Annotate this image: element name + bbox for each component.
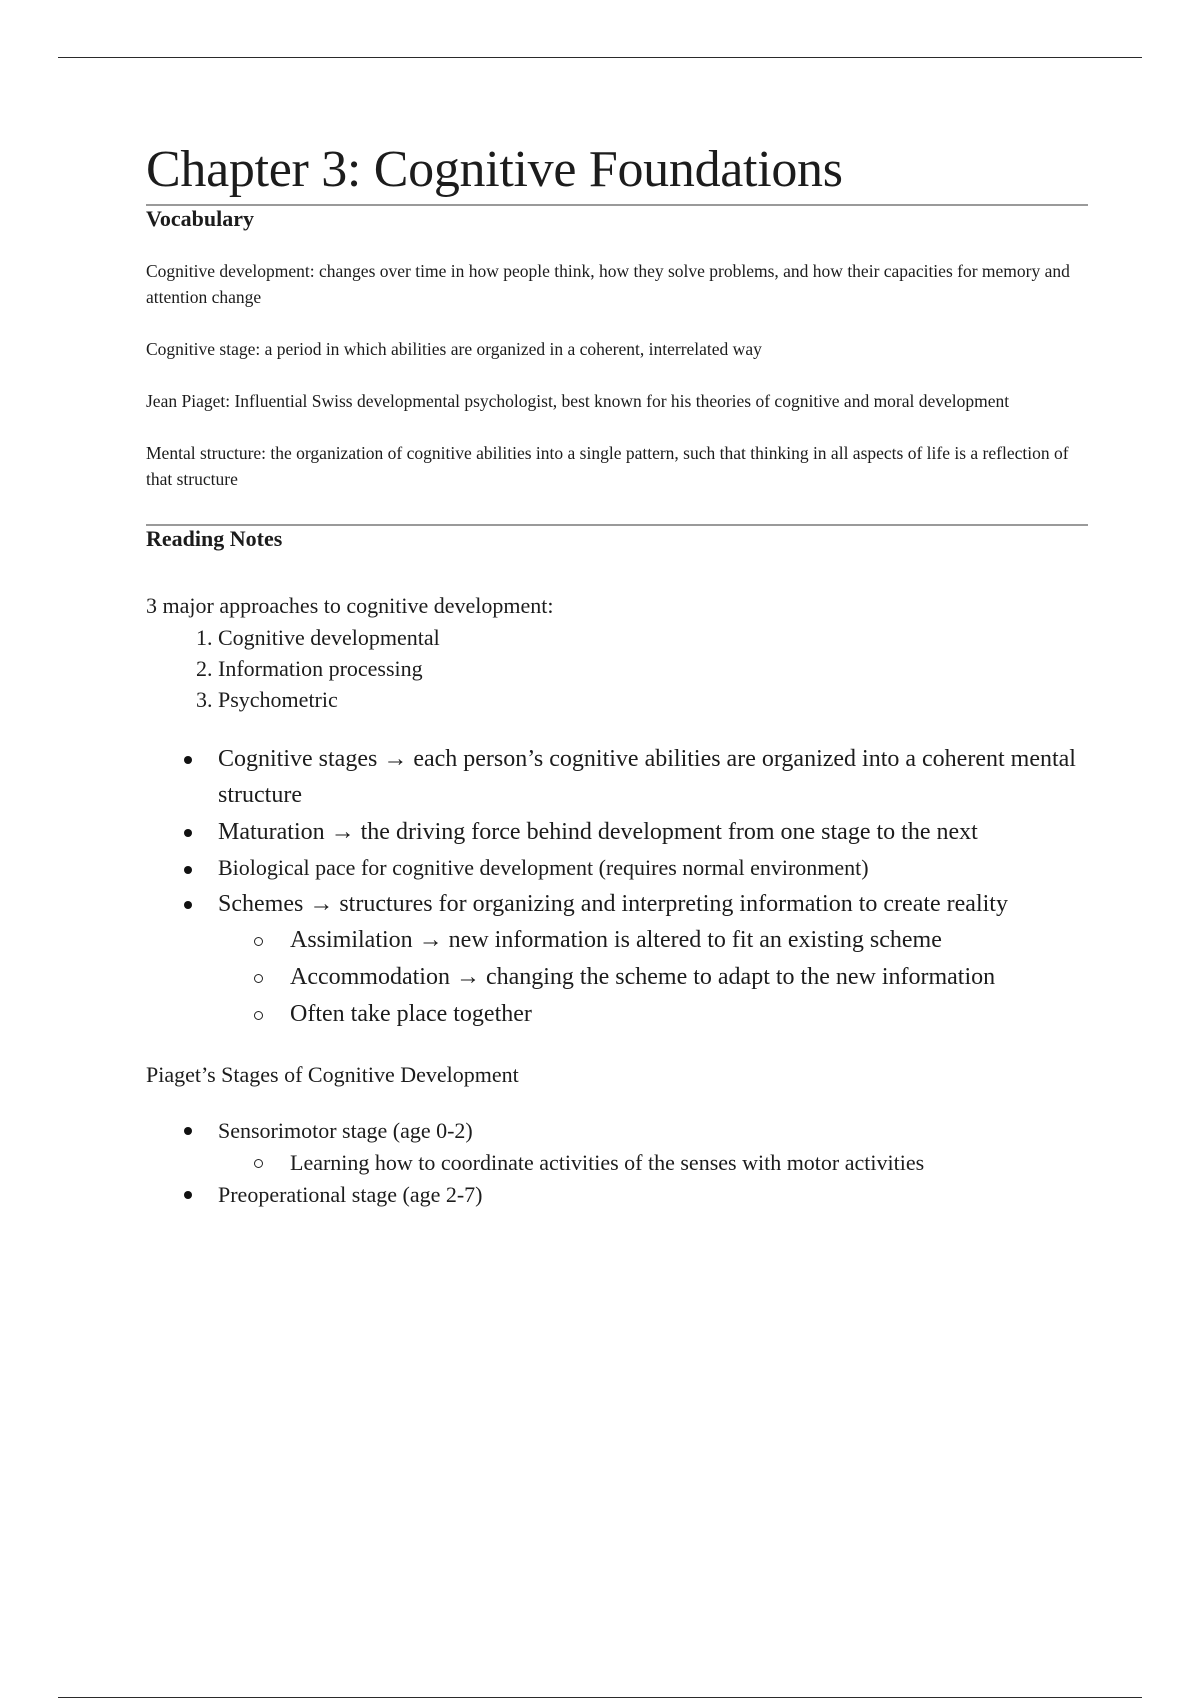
reading-notes-heading: Reading Notes [146,525,283,551]
vocab-item: Jean Piaget: Influential Swiss developmental psychologist, best known for his theories of cognitive and moral development [146,390,1010,411]
page-bottom-rule [58,1697,1142,1698]
sub-bullet-sensorimotor: Learning how to coordinate activities of the senses with motor activities [218,1147,1088,1179]
approach-item: 1. Cognitive developmental [218,622,1088,653]
stages-list [146,1115,1088,1211]
sensorimotor-sublist [218,1147,1088,1179]
approaches-list [146,622,1088,715]
page-title: Chapter 3: Cognitive Foundations [146,140,1088,206]
sub-bullet-accommodation: Accommodation → changing the scheme to adapt to the new information [218,959,1088,996]
stage-sensorimotor-text: Sensorimotor stage (age 0-2) [218,1117,473,1143]
bullet-biological-pace: Biological pace for cognitive development (requires normal environment) [146,851,1088,885]
bullet-schemes [146,886,1088,1033]
vocabulary-heading: Vocabulary [146,205,254,231]
vocab-item: Cognitive development: changes over time in how people think, how they solve problems, and how their capacities for memory and attention change [146,260,1070,307]
approach-item: 2. Information processing [218,653,1088,684]
vocabulary-list [146,258,1088,492]
bullet-schemes-text: Schemes → structures for organizing and interpreting information to create reality [218,890,1008,917]
sub-bullet-assimilation: Assimilation → new information is altered to fit an existing scheme [218,922,1088,959]
stage-preoperational: Preoperational stage (age 2-7) [146,1179,1088,1211]
piaget-stages-heading: Piaget’s Stages of Cognitive Development [146,1061,519,1087]
notes-bullet-list [146,741,1088,1033]
document-body [146,140,1088,1211]
page-top-rule [58,57,1142,58]
approaches-intro: 3 major approaches to cognitive development: [146,592,554,618]
vocab-item: Mental structure: the organization of cognitive abilities into a single pattern, such that thinking in all aspects of life is a reflection of that structure [146,442,1069,489]
bullet-cognitive-stages: Cognitive stages → each person’s cognitive abilities are organized into a coherent mental structure [146,741,1088,813]
sub-bullet-together: Often take place together [218,996,1088,1033]
stage-sensorimotor [146,1115,1088,1179]
schemes-sublist [218,922,1088,1033]
approach-item: 3. Psychometric [218,684,1088,715]
vocab-item: Cognitive stage: a period in which abilities are organized in a coherent, interrelated way [146,338,762,359]
bullet-maturation: Maturation → the driving force behind development from one stage to the next [146,814,1088,850]
